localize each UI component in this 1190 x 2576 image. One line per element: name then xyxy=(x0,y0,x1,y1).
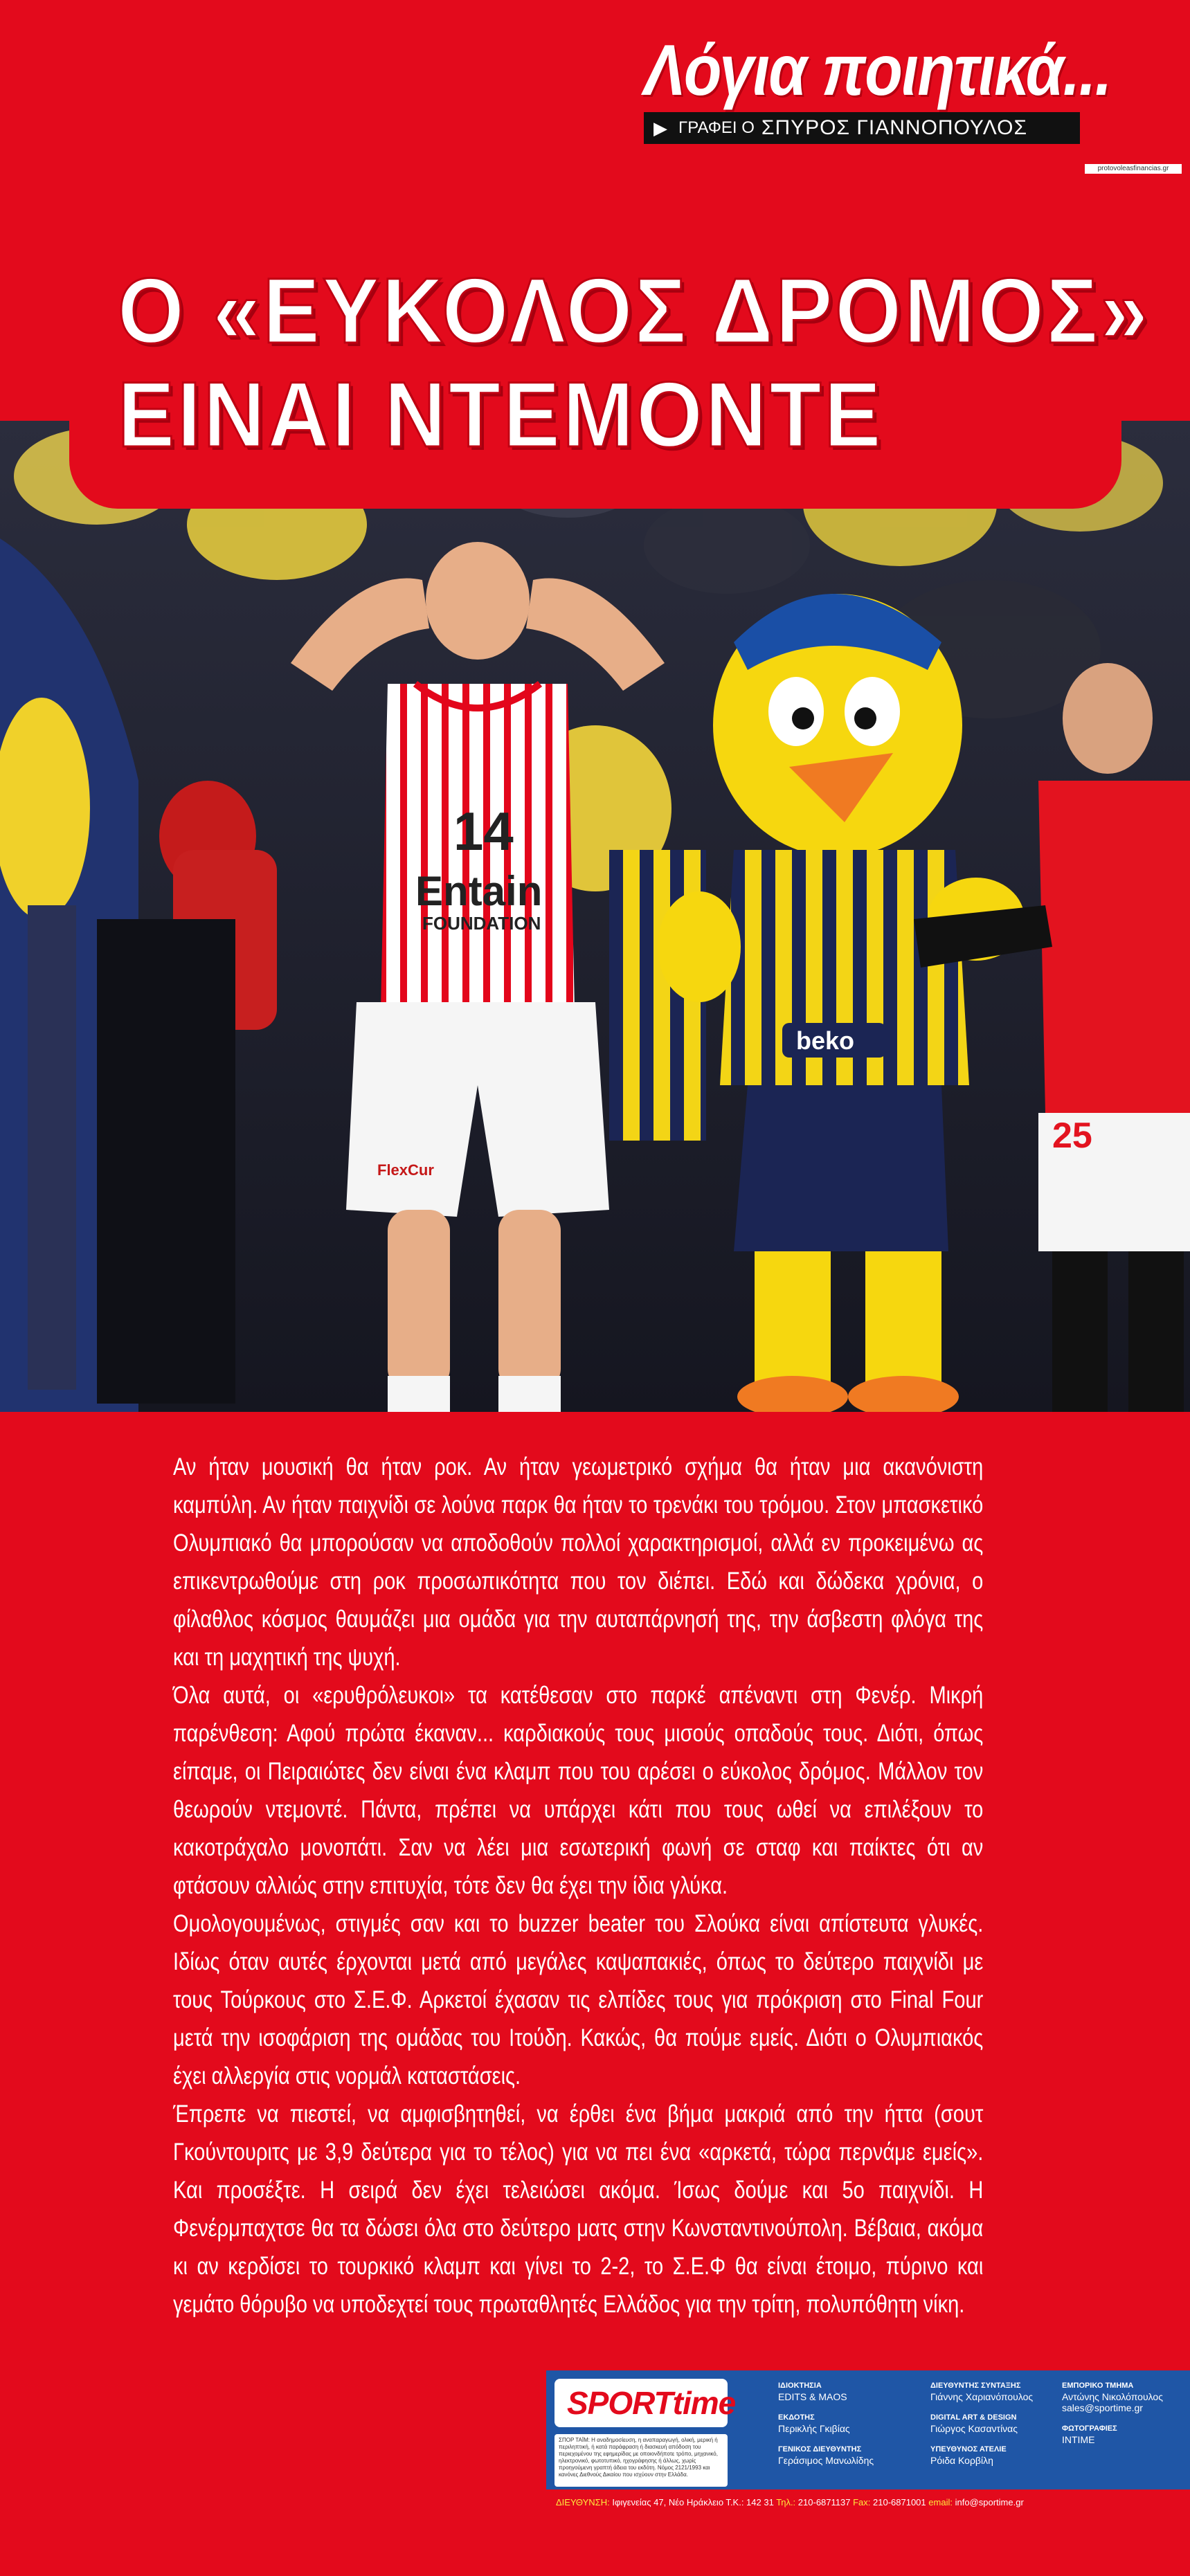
masthead-name: Αντώνης Νικολόπουλος xyxy=(1062,2391,1163,2402)
masthead-role: ΥΠΕΥΘΥΝΟΣ ΑΤΕΛΙΕ xyxy=(930,2445,1007,2453)
headline-line-1: Ο «ΕΥΚΟΛΟΣ ΔΡΟΜΟΣ» xyxy=(118,260,1151,363)
contact-email[interactable]: info@sportime.gr xyxy=(955,2497,1024,2507)
contact-bar xyxy=(546,2489,1190,2516)
shorts-sponsor: FlexCur xyxy=(377,1161,434,1179)
jersey-sponsor: Entain xyxy=(415,868,543,914)
fax: 210-6871001 xyxy=(873,2497,926,2507)
play-icon: ▶ xyxy=(653,117,667,138)
byline xyxy=(644,112,1080,144)
byline-label: ΓΡΑΦΕΙ Ο xyxy=(678,118,755,137)
teammate-number: 25 xyxy=(1052,1116,1092,1156)
masthead-name: Περικλής Γκιβίας xyxy=(778,2423,850,2434)
masthead-role: ΓΕΝΙΚΟΣ ΔΙΕΥΘΥΝΤΗΣ xyxy=(778,2445,862,2453)
photo-illustration xyxy=(0,421,1190,1412)
masthead-name: Γεράσιμος Μανωλίδης xyxy=(778,2455,874,2466)
article-body xyxy=(173,1448,983,2323)
tel: 210-6871137 xyxy=(797,2497,851,2507)
mascot-sponsor: beko xyxy=(796,1026,855,1055)
masthead-name: Γιάννης Χαριανόπουλος xyxy=(930,2391,1034,2402)
fax-label: Fax: xyxy=(853,2497,871,2507)
email-label: email: xyxy=(928,2497,953,2507)
paragraph: Όλα αυτά, οι «ερυθρόλευκοι» τα κατέθεσαν στο παρκέ απέναντι στη Φενέρ. Μικρή παρένθεση: Αφού πρώτα έκαναν... καρδιακούς τους μισούς οπαδούς τους. Διότι, όπως είπαμε, οι Πειραιώτες δεν είναι ένα κλαμπ που του αρέσει ο εύκολος δρόμος. Μάλλον τον θεωρούν ντεμοντέ. Πάντα, πρέπει να υπάρχει κάτι που τους ωθεί να επιλέξουν το κακοτράχαλο μονοπάτι. Σαν να λέει μια εσωτερική φωνή σε σταφ και παίκτες ότι αν φτάσουν αλλιώς στην επιτυχία, τότε δεν θα έχει την ίδια γλύκα. xyxy=(173,1682,984,1899)
column-title: Λόγια ποιητικά... xyxy=(644,30,1111,111)
masthead-role: ΔΙΕΥΘΥΝΤΗΣ ΣΥΝΤΑΞΗΣ xyxy=(930,2382,1021,2390)
masthead-name: Γιώργος Κασαντίνας xyxy=(930,2423,1018,2434)
masthead-role: ΕΜΠΟΡΙΚΟ ΤΜΗΜΑ xyxy=(1062,2382,1134,2390)
site-url: protovoleasfinancias.gr xyxy=(1085,164,1182,174)
address: Ιφιγενείας 47, Νέο Ηράκλειο Τ.Κ.: 142 31 xyxy=(612,2497,774,2507)
column-header xyxy=(644,30,1111,139)
masthead-column-2 xyxy=(930,2380,1033,2476)
masthead-column-1 xyxy=(778,2380,874,2476)
masthead-role: ΙΔΙΟΚΤΗΣΙΑ xyxy=(778,2382,822,2390)
masthead-role: ΦΩΤΟΓΡΑΦΙΕΣ xyxy=(1062,2424,1117,2433)
address-label: ΔΙΕΥΘΥΝΣΗ: xyxy=(556,2497,610,2507)
masthead-role: ΕΚΔΟΤΗΣ xyxy=(778,2413,815,2422)
paragraph: Ομολογουμένως, στιγμές σαν και το buzzer beater του Σλούκα είναι απίστευτα γλυκές. Ιδίως όταν αυτές έρχονται μετά από μεγάλες καψαπακιές, όπως το δεύτερο παιχνίδι με τους Τούρκους στο Σ.Ε.Φ. Αρκετοί έχασαν τις ελπίδες τους για πρόκριση στο Final Four μετά την ισοφάριση της ομάδας του Ιτούδη. Κακώς, θα πούμε εμείς. Διότι ο Ολυμπιακός έχει αλλεργία στις νορμάλ καταστάσεις. xyxy=(173,1910,984,2089)
masthead-email[interactable]: sales@sportime.gr xyxy=(1062,2402,1143,2413)
paragraph: Έπρεπε να πιεστεί, να αμφισβητηθεί, να έρθει ένα βήμα μακριά από την ήττα (σουτ Γκούντουριτς με 3,9 δεύτερα για το τέλος) για να πει ένα «αρκετά, τώρα περνάμε εμείς». Και προσέξτε. Η σειρά δεν έχει τελειώσει ακόμα. Ίσως δούμε και 5ο παιχνίδι. Η Φενέρμπαχτσε θα τα δώσει όλα στο δεύτερο ματς στην Κωνσταντινούπολη. Βέβαια, ακόμα κι αν κερδίσει το τουρκικό κλαμπ και γίνει το 2-2, το Σ.Ε.Φ θα είναι έτοιμο, πύρινο και γεμάτο θόρυβο να υποδεχτεί τους πρωταθλητές Ελλάδος για την τρίτη, πολυπόθητη νίκη. xyxy=(173,2101,984,2318)
logo-time: time xyxy=(672,2385,736,2421)
headline-line-2: ΕΙΝΑΙ ΝΤΕΜΟΝΤΕ xyxy=(118,363,884,466)
masthead-name: EDITS & MAOS xyxy=(778,2391,847,2402)
jersey-number: 14 xyxy=(453,801,514,862)
masthead-name: INTIME xyxy=(1062,2434,1095,2445)
jersey-sponsor-sub: FOUNDATION xyxy=(422,913,541,934)
headline xyxy=(118,260,1151,467)
sportime-logo xyxy=(555,2379,736,2427)
masthead xyxy=(546,2370,1190,2516)
game-photo xyxy=(0,421,1190,1412)
tel-label: Τηλ.: xyxy=(776,2497,796,2507)
masthead-name: Ρόιδα Κορβίλη xyxy=(930,2455,993,2466)
author-name: ΣΠΥΡΟΣ ΓΙΑΝΝΟΠΟΥΛΟΣ xyxy=(761,116,1028,139)
masthead-column-3 xyxy=(1062,2380,1163,2455)
masthead-role: DIGITAL ART & DESIGN xyxy=(930,2413,1017,2422)
paragraph: Αν ήταν μουσική θα ήταν ροκ. Αν ήταν γεωμετρικό σχήμα θα ήταν μια ακανόνιστη καμπύλη. Αν ήταν παιχνίδι σε λούνα παρκ θα ήταν το τρενάκι του τρόμου. Στον μπασκετικό Ολυμπιακό θα μπορούσαν να αποδοθούν πολλοί χαρακτηρισμοί, αλλά εν προκειμένω ας επικεντρωθούμε στη ροκ προσωπικότητα που τον διέπει. Εδώ και δώδεκα χρόνια, ο φίλαθλος κόσμος θαυμάζει μια ομάδα για την αυταπάρνησή της, την άσβεστη φλόγα της και τη μαχητική της ψυχή. xyxy=(173,1453,984,1671)
masthead-about: ΣΠΟΡ ΤΑΪΜ: Η αναδημοσίευση, η αναπαραγωγή, ολική, μερική ή περιληπτική, ή κατά παράφραση ή διασκευή απόδοση του περιεχομένου της εφημερίδας με οποιονδήποτε τρόπο, μηχανικό, ηλεκτρονικό, φωτοτυπικό, ηχογράφησης ή άλλως, χωρίς προηγούμενη γραπτή άδεια του εκδότη. Νόμος 2121/1993 και κανόνες Διεθνούς Δικαίου που ισχύουν στην Ελλάδα. xyxy=(555,2434,728,2487)
logo-sport: SPORT xyxy=(567,2385,673,2421)
